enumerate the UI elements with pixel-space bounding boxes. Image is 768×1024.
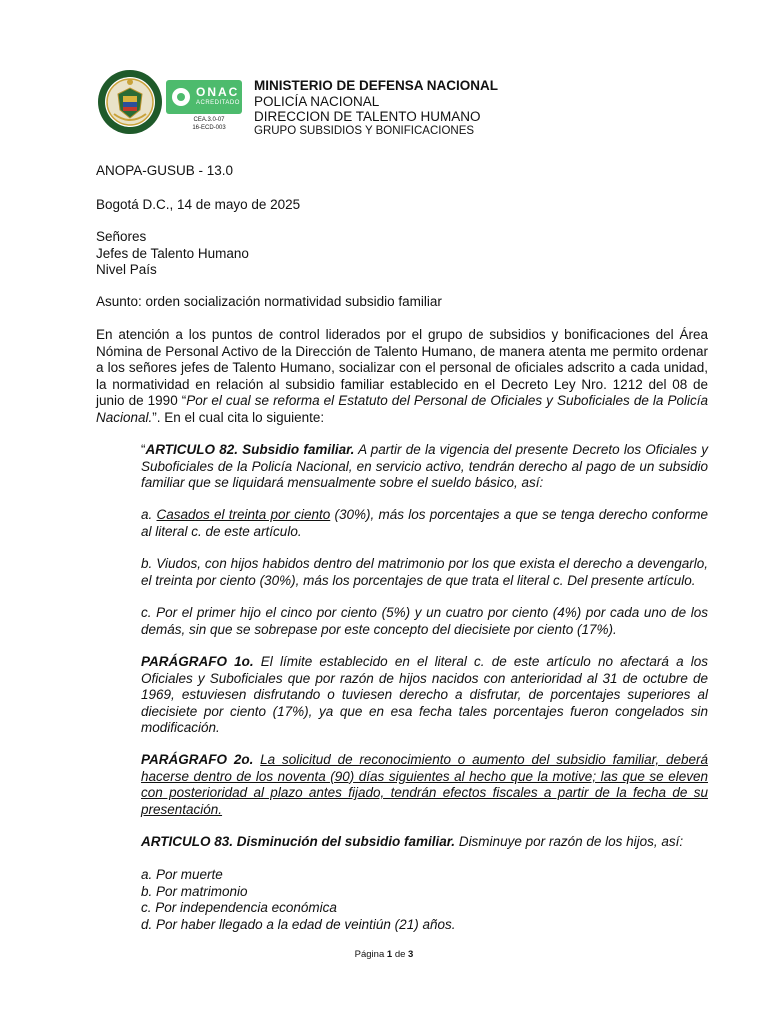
open-quote: “ bbox=[141, 442, 146, 457]
paragraph-1-heading: PARÁGRAFO 1o. bbox=[141, 654, 254, 669]
article-82-heading: ARTICULO 82. Subsidio familiar. bbox=[145, 442, 355, 457]
current-page-number: 1 bbox=[386, 949, 393, 960]
recipient-line-2: Jefes de Talento Humano bbox=[96, 245, 249, 261]
decrease-item-c: c. Por independencia económica bbox=[141, 900, 337, 915]
ministry-name: MINISTERIO DE DEFENSA NACIONAL bbox=[254, 78, 499, 93]
paragraph-1 bbox=[141, 654, 708, 737]
paragraph-2-heading: PARÁGRAFO 2o. bbox=[141, 752, 254, 767]
intro-tail: ”. En el cual cita lo siguiente: bbox=[152, 409, 325, 425]
decrease-item-a: a. Por muerte bbox=[141, 867, 223, 882]
article-82 bbox=[141, 442, 708, 492]
letterhead bbox=[96, 68, 696, 140]
onac-code-2: 16-ECD-003 bbox=[192, 125, 226, 131]
recipient-line-1: Señores bbox=[96, 229, 147, 244]
direction-name: DIRECCION DE TALENTO HUMANO bbox=[254, 109, 481, 124]
letter-date: Bogotá D.C., 14 de mayo de 2025 bbox=[96, 197, 301, 212]
reference-code: ANOPA-GUSUB - 13.0 bbox=[96, 163, 234, 178]
article-83-heading: ARTICULO 83. Disminución del subsidio familiar. bbox=[141, 834, 456, 849]
decrease-item-b: b. Por matrimonio bbox=[141, 883, 248, 899]
item-a bbox=[141, 507, 708, 540]
page-footer bbox=[0, 949, 768, 960]
onac-name: ONAC bbox=[196, 85, 240, 99]
article-82-text: A partir de la vigencia del presente Decreto los Oficiales y Suboficiales de la Policía Nacional, en servicio activo, tendrán derecho al pago de un subsidio familiar que se liquidará mensualmente sobre el sueldo básico, así: bbox=[141, 442, 708, 490]
police-crest-icon bbox=[96, 68, 164, 136]
onac-code-1: CEA.3.0-07 bbox=[193, 117, 225, 123]
footer-of: de bbox=[392, 949, 409, 960]
organization-block bbox=[254, 78, 498, 139]
item-c: c. Por el primer hijo el cinco por ciento (5%) y un cuatro por ciento (4%) por cada uno de los demás, sin que se sobrepase por este concepto del diecisiete por ciento (17%). bbox=[141, 605, 708, 637]
item-a-prefix: a. bbox=[141, 507, 157, 522]
police-name: POLICÍA NACIONAL bbox=[254, 94, 380, 109]
onac-subtitle: ACREDITADO bbox=[196, 100, 240, 106]
onac-logo-icon bbox=[172, 88, 190, 106]
paragraph-1-text: El límite establecido en el literal c. de este artículo no afectará a los Oficiales y Suboficiales que por razón de hijos nacidos con anterioridad al 31 de octubre de 1969, estuviesen disfrutando o tuviesen derecho a disfrutar, de porcentajes superiores al diecisiete por ciento (17%), ya que en esa fecha tales porcentajes fueron congelados sin modificación. bbox=[141, 654, 708, 735]
article-83 bbox=[141, 834, 708, 851]
paragraph-2-text: La solicitud de reconocimiento o aumento del subsidio familiar, deberá hacerse dentro de los noventa (90) días siguientes al hecho que la motive; las que se eleven con posterioridad al plazo antes fijado, tendrán efectos fiscales a partir de la fecha de su presentación. bbox=[141, 752, 708, 817]
item-a-underlined: Casados el treinta por ciento bbox=[156, 507, 331, 522]
recipient-line-3: Nivel País bbox=[96, 262, 157, 277]
decrease-item-d: d. Por haber llegado a la edad de veintiún (21) años. bbox=[141, 916, 456, 932]
article-83-text: Disminuye por razón de los hijos, así: bbox=[455, 834, 684, 849]
total-pages: 3 bbox=[408, 949, 414, 960]
item-a-rest: (30%), más los porcentajes a que se tenga derecho conforme al literal c. de este artículo. bbox=[141, 507, 708, 539]
paragraph-2 bbox=[141, 752, 708, 818]
subject-line: Asunto: orden socialización normatividad subsidio familiar bbox=[96, 294, 442, 309]
decree-title: Por el cual se reforma el Estatuto del Personal de Oficiales y Suboficiales de la Policía Nacional. bbox=[96, 393, 708, 425]
footer-word: Página bbox=[354, 949, 387, 960]
intro-text: En atención a los puntos de control liderados por el grupo de subsidios y bonificaciones del Área Nómina de Personal Activo de la Dirección de Talento Humano, de manera atenta me permito ordenar a los señores jefes de Talento Humano, socializar con el personal de oficiales adscrito a cada unidad, la normatividad en relación al subsidio familiar establecido en el Decreto Ley Nro. 1212 del 08 de junio de 1990 “ bbox=[96, 327, 708, 408]
group-name: GRUPO SUBSIDIOS Y BONIFICACIONES bbox=[254, 125, 475, 137]
onac-codes bbox=[192, 116, 226, 132]
onac-accreditation-badge bbox=[166, 80, 242, 114]
item-b: b. Viudos, con hijos habidos dentro del matrimonio por los que exista el derecho a devengarlo, el treinta por ciento (30%), más los porcentajes de que trata el literal c. Del presente artículo. bbox=[141, 556, 708, 588]
intro-paragraph bbox=[96, 327, 708, 426]
